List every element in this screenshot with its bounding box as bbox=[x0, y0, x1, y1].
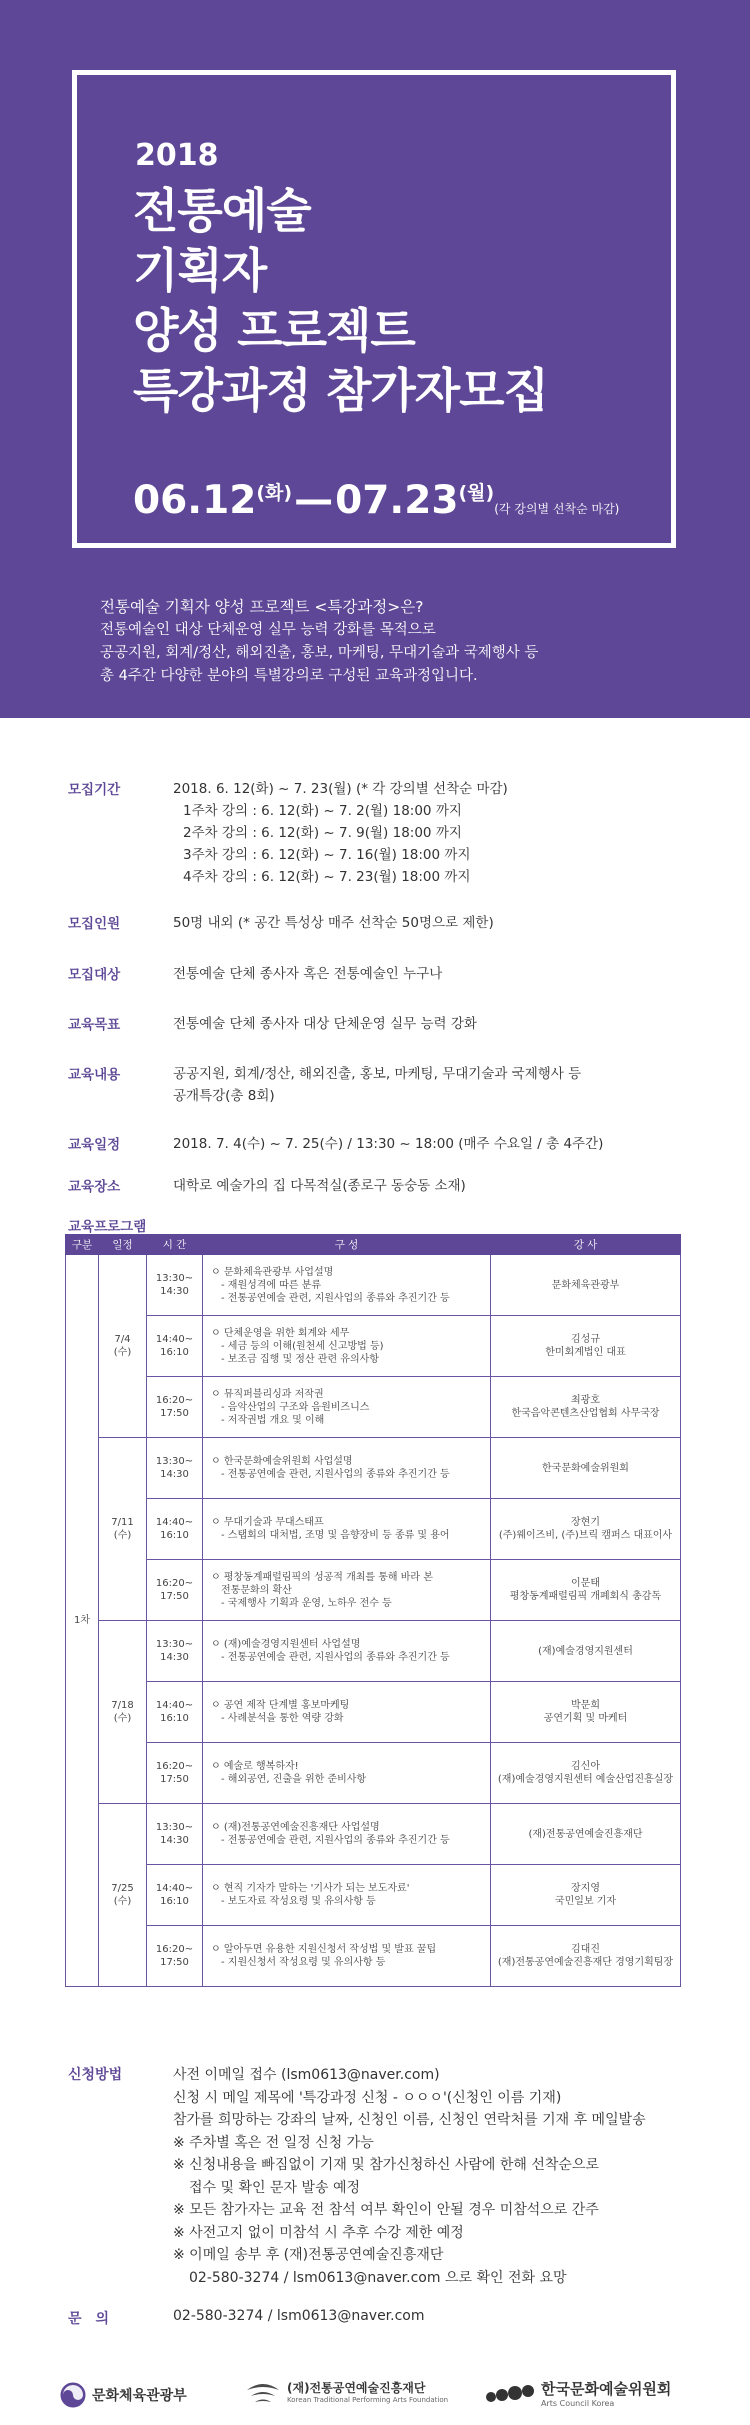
table-row bbox=[66, 1316, 681, 1377]
time-end: 17:50 bbox=[160, 1774, 189, 1785]
table-row bbox=[66, 1621, 681, 1682]
instructor-affiliation: (재)예술경영지원센터 예술산업진흥실장 bbox=[497, 1774, 674, 1785]
cell-division: 1차 bbox=[66, 1255, 99, 1987]
session-detail: 전통문화의 확산 bbox=[221, 1584, 292, 1596]
session-detail: - 저작권법 개요 및 이해 bbox=[221, 1414, 325, 1426]
time-start: 13:30~ bbox=[155, 1273, 194, 1284]
time-end: 16:10 bbox=[160, 1530, 189, 1541]
session-heading: ㅇ 현직 기자가 말하는 '기사가 되는 보도자료' bbox=[211, 1883, 410, 1894]
instructor-affiliation: 한국음악콘텐츠산업협회 사무국장 bbox=[511, 1408, 660, 1419]
cell-time bbox=[147, 1499, 203, 1560]
date-day: 7/18 bbox=[111, 1700, 134, 1711]
time-start: 14:40~ bbox=[155, 1517, 194, 1528]
footer-logos bbox=[0, 2370, 750, 2420]
apply-line: 참가를 희망하는 강좌의 날짜, 신청인 이름, 신청인 연락처를 기재 후 메일발송 bbox=[173, 2112, 646, 2128]
logo-arko-ko: 한국문화예술위원회 bbox=[541, 2380, 672, 2398]
cell-content bbox=[203, 1438, 491, 1499]
table-row bbox=[66, 1804, 681, 1865]
header-division: 구분 bbox=[66, 1235, 99, 1255]
session-detail: - 세금 등의 이해(원천세 신고방법 등) bbox=[221, 1340, 384, 1352]
table-row bbox=[66, 1438, 681, 1499]
program-table-body bbox=[66, 1255, 681, 1987]
session-detail: - 전통공연예술 관련, 지원사업의 종류와 추진기간 등 bbox=[221, 1652, 450, 1663]
cell-content bbox=[203, 1560, 491, 1621]
recruit-week: 2주차 강의 : 6. 12(화) ~ 7. 9(월) 18:00 까지 bbox=[183, 825, 462, 841]
session-heading: ㅇ 예술로 행복하자! bbox=[211, 1761, 299, 1772]
apply-line: 신청 시 메일 제목에 '특강과정 신청 - ㅇㅇㅇ'(신청인 이름 기재) bbox=[173, 2089, 562, 2106]
date-separator: — bbox=[294, 478, 334, 523]
recruit-week: 4주차 강의 : 6. 12(화) ~ 7. 23(월) 18:00 까지 bbox=[183, 869, 471, 885]
instructor-name: 김신아 bbox=[571, 1761, 600, 1772]
content-line: 공개특강(총 8회) bbox=[173, 1088, 275, 1104]
logo-kotpa bbox=[245, 2378, 448, 2404]
cell-date bbox=[99, 1255, 147, 1438]
session-heading: ㅇ 단체운영을 위한 회계와 세무 bbox=[211, 1327, 350, 1339]
apply-line: ※ 주차별 혹은 전 일정 신청 가능 bbox=[173, 2134, 374, 2151]
date-weekday: (수) bbox=[113, 1896, 132, 1907]
intro-line: 전통예술인 대상 단체운영 실무 능력 강화를 목적으로 bbox=[100, 622, 436, 638]
time-end: 17:50 bbox=[160, 1408, 189, 1419]
contact-value: 02-580-3274 / lsm0613@naver.com bbox=[173, 2308, 425, 2324]
value-goal: 전통예술 단체 종사자 대상 단체운영 실무 능력 강화 bbox=[173, 1016, 477, 1032]
hero-title-line: 기획자 bbox=[133, 244, 267, 299]
session-heading: ㅇ 뮤직퍼블리싱과 저작권 bbox=[211, 1388, 324, 1400]
time-start: 16:20~ bbox=[155, 1395, 194, 1406]
value-target: 전통예술 단체 종사자 혹은 전통예술인 누구나 bbox=[173, 966, 443, 982]
cell-instructor bbox=[491, 1621, 681, 1682]
session-heading: ㅇ 한국문화예술위원회 사업설명 bbox=[211, 1456, 353, 1467]
cell-instructor bbox=[491, 1499, 681, 1560]
header-time: 시 간 bbox=[147, 1235, 203, 1255]
kotpa-roof-icon bbox=[245, 2378, 281, 2404]
instructor-affiliation: 한미회계법인 대표 bbox=[545, 1347, 626, 1358]
date-day: 7/25 bbox=[111, 1883, 134, 1894]
session-detail: - 해외공연, 진출을 위한 준비사항 bbox=[221, 1774, 367, 1785]
cell-instructor bbox=[491, 1926, 681, 1987]
cell-instructor bbox=[491, 1743, 681, 1804]
label-apply: 신청방법 bbox=[68, 2067, 123, 2083]
cell-time bbox=[147, 1682, 203, 1743]
instructor-name: 이문태 bbox=[571, 1578, 600, 1589]
instructor-affiliation: 공연기획 및 마케터 bbox=[543, 1713, 628, 1724]
label-content: 교육내용 bbox=[68, 1067, 121, 1083]
session-detail: - 지원신청서 작성요령 및 유의사항 등 bbox=[221, 1957, 386, 1968]
instructor-name: (재)예술경영지원센터 bbox=[538, 1645, 633, 1657]
program-table bbox=[65, 1234, 681, 1987]
label-venue: 교육장소 bbox=[68, 1179, 121, 1195]
session-heading: ㅇ 문화체육관광부 사업설명 bbox=[211, 1266, 334, 1278]
instructor-affiliation: (주)웨이즈비, (주)브릭 캠퍼스 대표이사 bbox=[498, 1530, 673, 1541]
date-weekday: (수) bbox=[113, 1347, 132, 1358]
label-target: 모집대상 bbox=[68, 967, 121, 983]
session-detail: - 사례분석을 통한 역량 강화 bbox=[221, 1713, 344, 1724]
label-contact: 문의 bbox=[68, 2311, 124, 2327]
session-heading: ㅇ 무대기술과 무대스태프 bbox=[211, 1517, 324, 1528]
cell-instructor bbox=[491, 1377, 681, 1438]
header-instructor: 강 사 bbox=[491, 1235, 681, 1255]
cell-date bbox=[99, 1804, 147, 1987]
cell-content bbox=[203, 1499, 491, 1560]
session-detail: - 스탭회의 대처법, 조명 및 음향장비 등 종류 및 용어 bbox=[221, 1530, 450, 1541]
session-detail: - 국제행사 기획과 운영, 노하우 전수 등 bbox=[221, 1597, 392, 1609]
label-schedule: 교육일정 bbox=[68, 1137, 121, 1153]
session-detail: - 보도자료 작성요령 및 유의사항 등 bbox=[221, 1896, 376, 1907]
table-row bbox=[66, 1926, 681, 1987]
cell-time bbox=[147, 1926, 203, 1987]
table-row bbox=[66, 1682, 681, 1743]
label-goal: 교육목표 bbox=[68, 1017, 121, 1033]
time-end: 14:30 bbox=[160, 1835, 189, 1846]
cell-instructor bbox=[491, 1682, 681, 1743]
apply-line: 사전 이메일 접수 (lsm0613@naver.com) bbox=[173, 2067, 440, 2083]
session-detail: - 음악산업의 구조와 음원비즈니스 bbox=[221, 1401, 370, 1413]
logo-kotpa-text bbox=[287, 2379, 448, 2404]
apply-line-indent: 접수 및 확인 문자 발송 예정 bbox=[189, 2179, 361, 2196]
date-start-day: (화) bbox=[256, 482, 293, 504]
time-start: 14:40~ bbox=[155, 1883, 194, 1894]
session-heading: ㅇ (재)전통공연예술진흥재단 사업설명 bbox=[211, 1822, 380, 1833]
cell-time bbox=[147, 1438, 203, 1499]
instructor-name: 김성규 bbox=[571, 1334, 600, 1345]
cell-time bbox=[147, 1560, 203, 1621]
arko-dots-icon bbox=[485, 2382, 535, 2404]
cell-time bbox=[147, 1316, 203, 1377]
instructor-affiliation: 평창동계패럴림픽 개폐회식 총감독 bbox=[509, 1591, 662, 1602]
cell-content bbox=[203, 1804, 491, 1865]
cell-date bbox=[99, 1621, 147, 1804]
logo-kotpa-ko: (재)전통공연예술진흥재단 bbox=[287, 2380, 426, 2395]
cell-time bbox=[147, 1743, 203, 1804]
time-end: 16:10 bbox=[160, 1896, 189, 1907]
hero-banner bbox=[0, 0, 750, 718]
apply-line: ※ 모든 참가자는 교육 전 참석 여부 확인이 안될 경우 미참석으로 간주 bbox=[173, 2202, 599, 2218]
hero-date-range bbox=[133, 478, 619, 523]
intro-line: 공공지원, 회계/정산, 해외진출, 홍보, 마케팅, 무대기술과 국제행사 등 bbox=[100, 645, 539, 661]
intro-line: 총 4주간 다양한 분야의 특별강의로 구성된 교육과정입니다. bbox=[100, 668, 478, 684]
session-detail: - 전통공연예술 관련, 지원사업의 종류와 추진기간 등 bbox=[221, 1292, 450, 1304]
time-end: 14:30 bbox=[160, 1652, 189, 1663]
table-row bbox=[66, 1865, 681, 1926]
time-start: 14:40~ bbox=[155, 1700, 194, 1711]
session-heading: ㅇ 알아두면 유용한 지원신청서 작성법 및 발표 꿀팁 bbox=[211, 1944, 437, 1955]
table-row bbox=[66, 1560, 681, 1621]
apply-line: ※ 신청내용을 빠짐없이 기재 및 참가신청하신 사람에 한해 선착순으로 bbox=[173, 2157, 600, 2173]
instructor-name: 박문희 bbox=[571, 1700, 600, 1711]
time-start: 16:20~ bbox=[155, 1944, 194, 1955]
apply-line: ※ 사전고지 없이 미참석 시 추후 수강 제한 예정 bbox=[173, 2224, 464, 2241]
session-heading: ㅇ 평창동계패럴림픽의 성공적 개최를 통해 바라 본 bbox=[211, 1571, 433, 1583]
session-detail: - 보조금 집행 및 정산 관련 유의사항 bbox=[221, 1353, 379, 1365]
hero-title-line: 양성 프로젝트 bbox=[133, 304, 415, 359]
cell-instructor bbox=[491, 1316, 681, 1377]
cell-content bbox=[203, 1743, 491, 1804]
session-detail: - 전통공연예술 관련, 지원사업의 종류와 추진기간 등 bbox=[221, 1469, 450, 1480]
logo-arko-text bbox=[541, 2378, 671, 2408]
instructor-affiliation: (재)전통공연예술진흥재단 경영기획팀장 bbox=[497, 1957, 674, 1968]
logo-arko-en: Arts Council Korea bbox=[541, 2399, 615, 2408]
header-content: 구 성 bbox=[203, 1235, 491, 1255]
cell-content bbox=[203, 1682, 491, 1743]
instructor-affiliation: 국민일보 기자 bbox=[554, 1896, 617, 1907]
table-row bbox=[66, 1377, 681, 1438]
time-start: 13:30~ bbox=[155, 1822, 194, 1833]
cell-instructor bbox=[491, 1560, 681, 1621]
date-end: 07.23 bbox=[335, 478, 459, 523]
cell-time bbox=[147, 1255, 203, 1316]
session-heading: ㅇ 공연 제작 단계별 홍보마케팅 bbox=[211, 1700, 350, 1711]
hero-title-line: 전통예술 bbox=[133, 184, 311, 239]
label-recruit-period: 모집기간 bbox=[68, 782, 121, 798]
label-capacity: 모집인원 bbox=[68, 916, 121, 932]
time-end: 14:30 bbox=[160, 1469, 189, 1480]
date-weekday: (수) bbox=[113, 1530, 132, 1541]
cell-instructor bbox=[491, 1865, 681, 1926]
time-end: 16:10 bbox=[160, 1713, 189, 1724]
instructor-name: 장현기 bbox=[571, 1517, 600, 1528]
time-end: 17:50 bbox=[160, 1957, 189, 1968]
session-detail: - 재원성격에 따른 분류 bbox=[221, 1279, 322, 1291]
instructor-name: 한국문화예술위원회 bbox=[542, 1462, 629, 1474]
cell-time bbox=[147, 1865, 203, 1926]
time-start: 16:20~ bbox=[155, 1761, 194, 1772]
table-row bbox=[66, 1255, 681, 1316]
cell-content bbox=[203, 1255, 491, 1316]
table-header-row bbox=[66, 1235, 681, 1255]
date-day: 7/11 bbox=[111, 1517, 134, 1528]
recruit-week: 1주차 강의 : 6. 12(화) ~ 7. 2(월) 18:00 까지 bbox=[183, 803, 462, 819]
time-start: 16:20~ bbox=[155, 1578, 194, 1589]
logo-arko bbox=[485, 2378, 671, 2408]
time-start: 13:30~ bbox=[155, 1456, 194, 1467]
time-end: 17:50 bbox=[160, 1591, 189, 1602]
value-recruit-period bbox=[173, 778, 508, 888]
hero-title-line: 특강과정 참가자모집 bbox=[133, 364, 548, 419]
recruit-week: 3주차 강의 : 6. 12(화) ~ 7. 16(월) 18:00 까지 bbox=[183, 847, 471, 863]
apply-line-indent: 02-580-3274 / lsm0613@naver.com 으로 확인 전화 요망 bbox=[189, 2269, 567, 2286]
value-content bbox=[173, 1063, 581, 1107]
cell-time bbox=[147, 1377, 203, 1438]
instructor-name: 김대진 bbox=[571, 1944, 600, 1955]
time-end: 14:30 bbox=[160, 1286, 189, 1297]
recruit-period-main: 2018. 6. 12(화) ~ 7. 23(월) (* 각 강의별 선착순 마감) bbox=[173, 781, 508, 797]
table-row bbox=[66, 1499, 681, 1560]
value-venue: 대학로 예술가의 집 다목적실(종로구 동숭동 소재) bbox=[173, 1178, 466, 1194]
cell-time bbox=[147, 1621, 203, 1682]
value-schedule: 2018. 7. 4(수) ~ 7. 25(수) / 13:30 ~ 18:00 (매주 수요일 / 총 4주간) bbox=[173, 1136, 604, 1152]
date-note: (각 강의별 선착순 마감) bbox=[494, 502, 620, 516]
date-weekday: (수) bbox=[113, 1713, 132, 1724]
cell-date bbox=[99, 1438, 147, 1621]
hero-title bbox=[133, 182, 548, 422]
cell-content bbox=[203, 1926, 491, 1987]
session-detail: - 전통공연예술 관련, 지원사업의 종류와 추진기간 등 bbox=[221, 1835, 450, 1846]
cell-instructor bbox=[491, 1804, 681, 1865]
hero-year: 2018 bbox=[135, 138, 219, 173]
table-row bbox=[66, 1743, 681, 1804]
cell-content bbox=[203, 1621, 491, 1682]
hero-intro bbox=[100, 596, 538, 688]
cell-time bbox=[147, 1804, 203, 1865]
date-end-day: (월) bbox=[458, 482, 495, 504]
instructor-name: 문화체육관광부 bbox=[551, 1279, 620, 1291]
time-end: 16:10 bbox=[160, 1347, 189, 1358]
time-start: 13:30~ bbox=[155, 1639, 194, 1650]
logo-mcst-text: 문화체육관광부 bbox=[92, 2388, 187, 2404]
program-title: 교육프로그램 bbox=[68, 1219, 147, 1235]
session-heading: ㅇ (재)예술경영지원센터 사업설명 bbox=[211, 1639, 361, 1650]
header-date: 일정 bbox=[99, 1235, 147, 1255]
date-day: 7/4 bbox=[114, 1334, 131, 1345]
value-capacity: 50명 내외 (* 공간 특성상 매주 선착순 50명으로 제한) bbox=[173, 915, 494, 931]
logo-kotpa-en: Korean Traditional Performing Arts Foundation bbox=[287, 2395, 449, 2404]
mcst-emblem-icon bbox=[60, 2382, 86, 2408]
intro-question: 전통예술 기획자 양성 프로젝트 <특강과정>은? bbox=[100, 598, 424, 616]
date-start: 06.12 bbox=[133, 478, 257, 523]
cell-instructor bbox=[491, 1255, 681, 1316]
time-start: 14:40~ bbox=[155, 1334, 194, 1345]
instructor-name: (재)전통공연예술진흥재단 bbox=[528, 1828, 643, 1840]
cell-content bbox=[203, 1377, 491, 1438]
content-line: 공공지원, 회계/정산, 해외진출, 홍보, 마케팅, 무대기술과 국제행사 등 bbox=[173, 1066, 582, 1082]
logo-mcst bbox=[60, 2382, 187, 2408]
apply-lines bbox=[173, 2064, 646, 2289]
instructor-name: 최광호 bbox=[571, 1395, 600, 1406]
cell-content bbox=[203, 1865, 491, 1926]
instructor-name: 장지영 bbox=[571, 1883, 600, 1894]
apply-line: ※ 이메일 송부 후 (재)전통공연예술진흥재단 bbox=[173, 2247, 444, 2263]
cell-content bbox=[203, 1316, 491, 1377]
cell-instructor bbox=[491, 1438, 681, 1499]
